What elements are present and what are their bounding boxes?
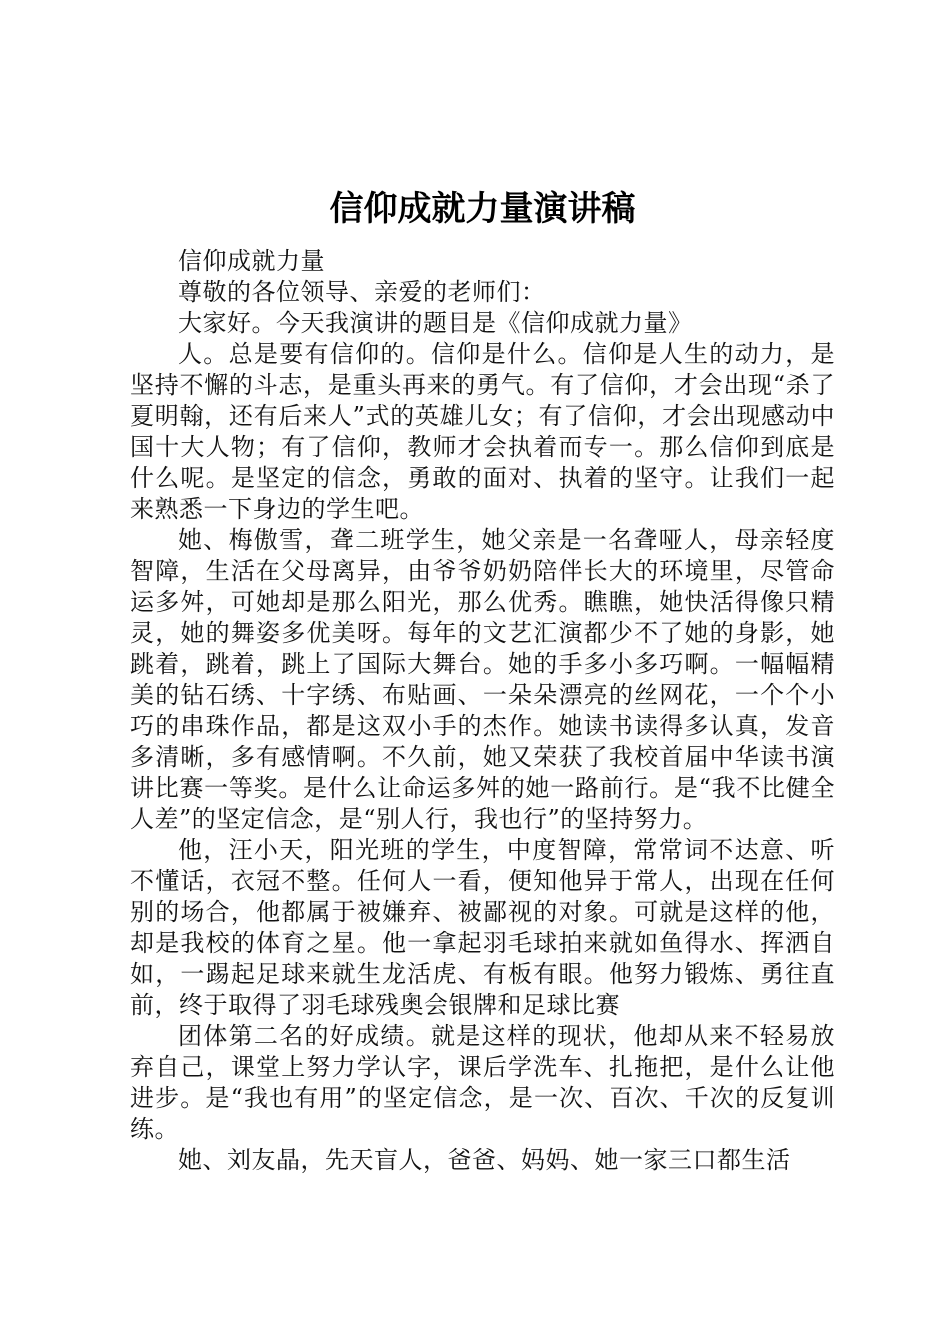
paragraph-salutation: 尊敬的各位领导、亲爱的老师们：: [178, 278, 546, 306]
paragraph-liu-youjing: 她、刘友晶，先天盲人，爸爸、妈妈、她一家三口都生活: [178, 1146, 791, 1174]
paragraph-greeting: 大家好。今天我演讲的题目是《信仰成就力量》: [178, 309, 693, 337]
paragraph-subtitle: 信仰成就力量: [178, 247, 325, 275]
paragraph-intro: 人。总是要有信仰的。信仰是什么。信仰是人生的动力，是坚持不懈的斗志，是重头再来的勇气。有了信仰，才会出现“杀了夏明翰，还有后来人”式的英雄儿女；有了信仰，才会出现感动中国十大人物；有了信仰，教师才会执着而专一。那么信仰到底是什么呢。是坚定的信念，勇敢的面对、执着的坚守。让我们一起来熟悉一下身边的学生吧。: [130, 340, 835, 523]
paragraph-mei-aoxue: 她、梅傲雪，聋二班学生，她父亲是一名聋哑人，母亲轻度智障，生活在父母离异，由爷爷奶奶陪伴长大的环境里，尽管命运多舛，可她却是那么阳光，那么优秀。瞧瞧，她快活得像只精灵，她的舞姿多优美呀。每年的文艺汇演都少不了她的身影，她跳着，跳着，跳上了国际大舞台。她的手多小多巧啊。一幅幅精美的钻石绣、十字绣、布贴画、一朵朵漂亮的丝网花，一个个小巧的串珠作品，都是这双小手的杰作。她读书读得多认真，发音多清晰，多有感情啊。不久前，她又荣获了我校首届中华读书演讲比赛一等奖。是什么让命运多舛的她一路前行。是“我不比健全人差”的坚定信念，是“别人行，我也行”的坚持努力。: [130, 526, 835, 833]
document-body: [130, 182, 835, 1176]
document-title: 信仰成就力量演讲稿: [329, 189, 636, 229]
paragraph-wang-xiaotian: 他，汪小天，阳光班的学生，中度智障，常常词不达意、听不懂话，衣冠不整。任何人一看，便知他异于常人，出现在任何别的场合，他都属于被嫌弃、被鄙视的对象。可就是这样的他，却是我校的体育之星。他一拿起羽毛球拍来就如鱼得水、挥洒自如，一踢起足球来就生龙活虎、有板有眼。他努力锻炼、勇往直前，终于取得了羽毛球残奥会银牌和足球比赛: [130, 836, 835, 1019]
paragraph-wang-xiaotian-continued: 团体第二名的好成绩。就是这样的现状，他却从来不轻易放弃自己，课堂上努力学认字，课后学洗车、扎拖把，是什么让他进步。是“我也有用”的坚定信念，是一次、百次、千次的反复训练。: [130, 1022, 835, 1143]
